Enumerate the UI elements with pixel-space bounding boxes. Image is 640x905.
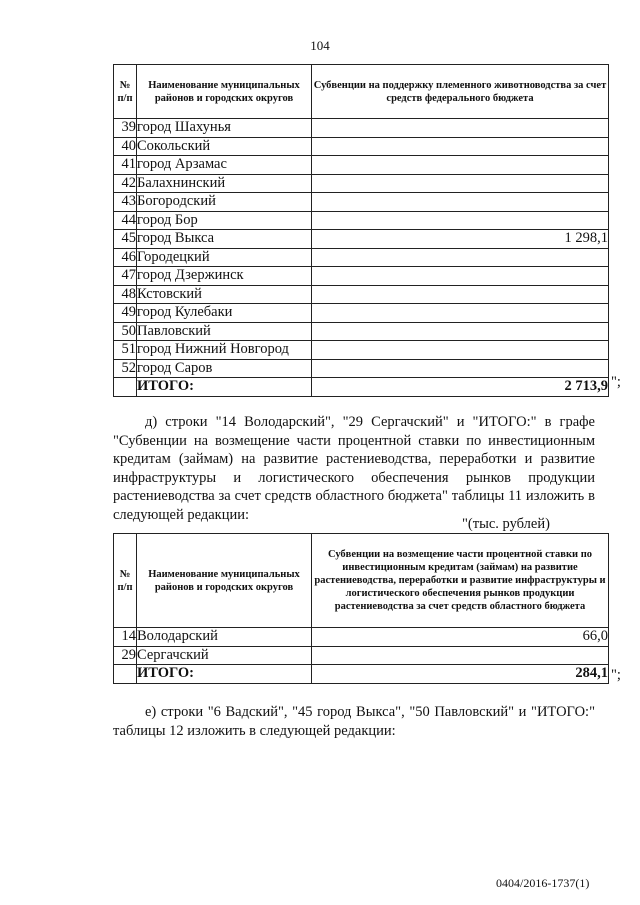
row-value <box>312 119 609 138</box>
total-label: ИТОГО: <box>137 378 312 397</box>
row-number: 43 <box>114 193 137 212</box>
table-row <box>114 137 609 156</box>
unit-label: "(тыс. рублей) <box>462 516 550 532</box>
table2-closing-quote: "; <box>611 667 621 683</box>
table-row <box>114 285 609 304</box>
header-num: № п/п <box>114 534 137 628</box>
header-name: Наименование муниципальных районов и городских округов <box>137 65 312 119</box>
table-row <box>114 193 609 212</box>
table-row <box>114 156 609 175</box>
subsidy-table-interest <box>113 533 609 684</box>
total-row <box>114 665 609 684</box>
row-value <box>312 322 609 341</box>
total-value: 2 713,9 <box>312 378 609 397</box>
total-empty-cell <box>114 665 137 684</box>
row-value <box>312 646 609 665</box>
header-value: Субвенции на возмещение части процентной ставки по инвестиционным кредитам (займам) на развитие растениеводства, переработки и развитие инфраструктуры и логистического обеспечения рынков продукции растениеводства за счет средств областного бюджета <box>312 534 609 628</box>
row-name: город Кулебаки <box>137 304 312 323</box>
row-name: город Шахунья <box>137 119 312 138</box>
table-row <box>114 267 609 286</box>
row-value <box>312 285 609 304</box>
row-name: Сокольский <box>137 137 312 156</box>
row-name: город Выкса <box>137 230 312 249</box>
row-name: город Бор <box>137 211 312 230</box>
row-value: 66,0 <box>312 628 609 647</box>
header-name: Наименование муниципальных районов и городских округов <box>137 534 312 628</box>
row-number: 41 <box>114 156 137 175</box>
paragraph-d: д) строки "14 Володарский", "29 Сергачский" и "ИТОГО:" в графе "Субвенции на возмещение части процентной ставки по инвестиционным кредитам (займам) на развитие растениеводства, переработки и развитие инфраструктуры и логистического обеспечения рынков продукции растениеводства за счет средств областного бюджета" таблицы 11 изложить в следующей редакции: <box>113 414 595 523</box>
row-value <box>312 156 609 175</box>
paragraph-e: е) строки "6 Вадский", "45 город Выкса", "50 Павловский" и "ИТОГО:" таблицы 12 изложить в следующей редакции: <box>113 704 595 739</box>
table-row <box>114 230 609 249</box>
table-row <box>114 341 609 360</box>
row-number: 29 <box>114 646 137 665</box>
row-number: 49 <box>114 304 137 323</box>
row-number: 42 <box>114 174 137 193</box>
table-row <box>114 628 609 647</box>
subsidy-table-breeding <box>113 64 609 397</box>
table-row <box>114 646 609 665</box>
table-row <box>114 322 609 341</box>
row-name: город Дзержинск <box>137 267 312 286</box>
total-value: 284,1 <box>312 665 609 684</box>
row-value <box>312 267 609 286</box>
row-number: 45 <box>114 230 137 249</box>
row-number: 52 <box>114 359 137 378</box>
total-label: ИТОГО: <box>137 665 312 684</box>
header-num: № п/п <box>114 65 137 119</box>
row-name: Сергачский <box>137 646 312 665</box>
row-value <box>312 304 609 323</box>
row-number: 50 <box>114 322 137 341</box>
table-row <box>114 174 609 193</box>
total-empty-cell <box>114 378 137 397</box>
row-name: Балахнинский <box>137 174 312 193</box>
row-name: Богородский <box>137 193 312 212</box>
row-name: Городецкий <box>137 248 312 267</box>
row-value <box>312 137 609 156</box>
document-number: 0404/2016-1737(1) <box>496 876 590 890</box>
row-name: город Арзамас <box>137 156 312 175</box>
row-value <box>312 341 609 360</box>
row-name: город Саров <box>137 359 312 378</box>
row-number: 40 <box>114 137 137 156</box>
table-row <box>114 119 609 138</box>
row-value: 1 298,1 <box>312 230 609 249</box>
row-value <box>312 211 609 230</box>
page-number: 104 <box>310 38 330 53</box>
row-name: город Нижний Новгород <box>137 341 312 360</box>
row-value <box>312 193 609 212</box>
table1-closing-quote: "; <box>611 374 621 390</box>
row-value <box>312 359 609 378</box>
row-number: 46 <box>114 248 137 267</box>
row-number: 14 <box>114 628 137 647</box>
row-value <box>312 248 609 267</box>
header-value: Субвенции на поддержку племенного животноводства за счет средств федерального бюджета <box>312 65 609 119</box>
table-row <box>114 248 609 267</box>
total-row <box>114 378 609 397</box>
table-row <box>114 359 609 378</box>
row-name: Кстовский <box>137 285 312 304</box>
row-number: 47 <box>114 267 137 286</box>
row-number: 48 <box>114 285 137 304</box>
table-row <box>114 304 609 323</box>
row-name: Володарский <box>137 628 312 647</box>
row-value <box>312 174 609 193</box>
row-name: Павловский <box>137 322 312 341</box>
table-row <box>114 211 609 230</box>
row-number: 39 <box>114 119 137 138</box>
row-number: 51 <box>114 341 137 360</box>
row-number: 44 <box>114 211 137 230</box>
